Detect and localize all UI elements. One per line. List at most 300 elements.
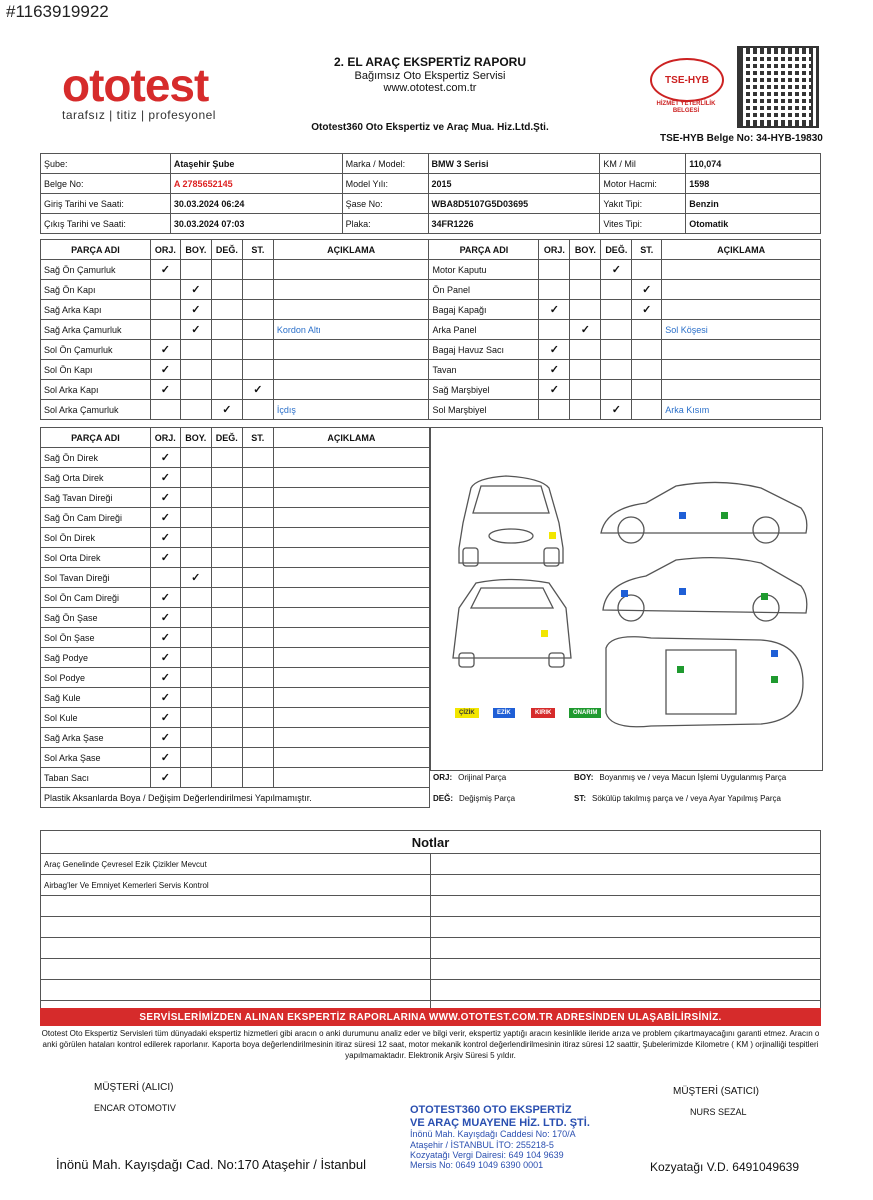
damage-marker-scratch — [549, 532, 556, 539]
check-cell: ✓ — [632, 280, 662, 300]
col-part: PARÇA ADI — [41, 240, 151, 260]
info-value: A 2785652145 — [170, 174, 342, 194]
table-row — [41, 668, 430, 688]
part-desc: İçdış — [273, 400, 429, 420]
check-cell — [180, 588, 211, 608]
check-cell — [180, 340, 211, 360]
note-row — [41, 896, 821, 917]
note-empty — [430, 959, 820, 980]
part-desc — [273, 668, 429, 688]
part-name: Bagaj Kapağı — [429, 300, 539, 320]
chassis-parts-table — [40, 427, 430, 808]
col-st: ST. — [242, 428, 273, 448]
table-row — [41, 320, 821, 340]
part-name: Sağ Arka Çamurluk — [41, 320, 151, 340]
check-cell: ✓ — [601, 260, 632, 280]
check-cell — [539, 280, 570, 300]
check-cell — [211, 300, 242, 320]
check-cell — [242, 648, 273, 668]
part-desc — [273, 588, 429, 608]
table-row — [41, 648, 430, 668]
table-row — [41, 400, 821, 420]
legend-chip: KIRIK — [531, 708, 555, 718]
check-cell — [242, 508, 273, 528]
qr-code-icon — [737, 46, 819, 128]
part-desc — [273, 360, 429, 380]
part-desc — [273, 568, 429, 588]
check-cell: ✓ — [150, 260, 180, 280]
part-name: Sağ Marşbiyel — [429, 380, 539, 400]
table-row — [41, 380, 821, 400]
check-cell — [150, 568, 180, 588]
brand-slogan: tarafsız | titiz | profesyonel — [62, 108, 216, 122]
check-cell — [570, 280, 601, 300]
part-name: Sol Ön Çamurluk — [41, 340, 151, 360]
part-name: Sağ Ön Kapı — [41, 280, 151, 300]
check-cell — [242, 768, 273, 788]
table-row — [41, 488, 430, 508]
part-desc — [273, 628, 429, 648]
part-name: Sol Ön Şase — [41, 628, 151, 648]
col-boy: BOY. — [180, 240, 211, 260]
part-desc — [273, 448, 429, 468]
part-name: Sağ Arka Kapı — [41, 300, 151, 320]
note-text — [41, 917, 431, 938]
check-cell — [211, 380, 242, 400]
info-label: Plaka: — [342, 214, 428, 234]
check-cell: ✓ — [150, 748, 180, 768]
check-cell — [180, 768, 211, 788]
check-cell — [601, 360, 632, 380]
check-cell — [211, 528, 242, 548]
check-cell — [150, 400, 180, 420]
check-cell — [180, 380, 211, 400]
check-cell: ✓ — [150, 448, 180, 468]
check-cell — [242, 688, 273, 708]
part-name: Sağ Ön Şase — [41, 608, 151, 628]
check-cell — [242, 708, 273, 728]
check-cell: ✓ — [150, 380, 180, 400]
info-label: Çıkış Tarihi ve Saati: — [41, 214, 171, 234]
part-desc — [273, 340, 429, 360]
table-row — [41, 340, 821, 360]
note-empty — [430, 938, 820, 959]
legend-chip: EZİK — [493, 708, 515, 718]
part-desc — [662, 300, 821, 320]
part-name: Sol Ön Direk — [41, 528, 151, 548]
check-cell — [211, 488, 242, 508]
check-cell — [242, 468, 273, 488]
part-name: Sağ Kule — [41, 688, 151, 708]
part-desc — [273, 648, 429, 668]
note-text — [41, 980, 431, 1001]
part-desc — [273, 708, 429, 728]
part-name: Sol Kule — [41, 708, 151, 728]
check-cell — [242, 260, 273, 280]
check-cell: ✓ — [150, 648, 180, 668]
table-row — [41, 608, 430, 628]
part-name: Arka Panel — [429, 320, 539, 340]
tse-cert-number: TSE-HYB Belge No: 34-HYB-19830 — [660, 133, 823, 144]
part-desc: Arka Kısım — [662, 400, 821, 420]
check-cell — [180, 528, 211, 548]
col-deg: DEĞ. — [211, 428, 242, 448]
check-cell: ✓ — [150, 488, 180, 508]
table-row — [41, 628, 430, 648]
check-cell — [539, 260, 570, 280]
car-rear-view — [453, 580, 571, 668]
check-cell: ✓ — [539, 380, 570, 400]
check-cell — [539, 320, 570, 340]
check-cell: ✓ — [150, 708, 180, 728]
table-row — [41, 280, 821, 300]
check-cell — [211, 548, 242, 568]
check-cell — [632, 360, 662, 380]
note-text — [41, 896, 431, 917]
check-cell — [211, 748, 242, 768]
info-label: Vites Tipi: — [600, 214, 686, 234]
check-cell — [539, 400, 570, 420]
check-cell: ✓ — [570, 320, 601, 340]
info-label: Marka / Model: — [342, 154, 428, 174]
report-title: 2. EL ARAÇ EKSPERTİZ RAPORU — [333, 55, 527, 69]
note-row — [41, 875, 821, 896]
info-value: 1598 — [686, 174, 821, 194]
check-cell — [570, 400, 601, 420]
info-label: Giriş Tarihi ve Saati: — [41, 194, 171, 214]
table-row — [41, 260, 821, 280]
part-desc — [662, 340, 821, 360]
check-cell — [242, 488, 273, 508]
check-cell — [180, 648, 211, 668]
check-cell: ✓ — [539, 340, 570, 360]
info-value: Ataşehir Şube — [170, 154, 342, 174]
check-cell — [570, 260, 601, 280]
part-name: Sol Arka Kapı — [41, 380, 151, 400]
table-row — [41, 748, 430, 768]
check-cell: ✓ — [150, 728, 180, 748]
check-cell — [180, 668, 211, 688]
part-name: Sağ Tavan Direği — [41, 488, 151, 508]
info-value: 110,074 — [686, 154, 821, 174]
part-desc — [273, 528, 429, 548]
check-cell — [180, 400, 211, 420]
check-cell — [150, 300, 180, 320]
legend-st: ST: Sökülüp takılmış parça ve / veya Ayar Yapılmış Parça — [574, 794, 781, 803]
info-label: KM / Mil — [600, 154, 686, 174]
table-row — [41, 548, 430, 568]
part-name: Sol Ön Cam Direği — [41, 588, 151, 608]
col-orj: ORJ. — [150, 240, 180, 260]
car-side-view-left — [603, 558, 807, 621]
note-empty — [430, 980, 820, 1001]
tse-logo — [650, 58, 724, 102]
info-value: WBA8D5107G5D03695 — [428, 194, 600, 214]
check-cell — [242, 748, 273, 768]
info-value: 30.03.2024 07:03 — [170, 214, 342, 234]
check-cell: ✓ — [539, 300, 570, 320]
check-cell — [570, 360, 601, 380]
part-name: Taban Sacı — [41, 768, 151, 788]
check-cell — [211, 648, 242, 668]
check-cell — [150, 320, 180, 340]
check-cell — [601, 320, 632, 340]
note-text — [41, 959, 431, 980]
brand-logo: ototest — [62, 59, 209, 111]
part-name: Sağ Ön Çamurluk — [41, 260, 151, 280]
part-name: Tavan — [429, 360, 539, 380]
check-cell: ✓ — [632, 300, 662, 320]
car-side-view-right — [601, 482, 807, 543]
check-cell — [180, 608, 211, 628]
check-cell — [242, 668, 273, 688]
check-cell — [180, 508, 211, 528]
part-name: Sağ Podye — [41, 648, 151, 668]
part-desc — [662, 380, 821, 400]
check-cell — [180, 688, 211, 708]
document-number: #1163919922 — [6, 2, 109, 21]
part-desc — [273, 688, 429, 708]
check-cell — [570, 300, 601, 320]
check-cell: ✓ — [242, 380, 273, 400]
part-name: Sağ Ön Direk — [41, 448, 151, 468]
buyer-name: ENCAR OTOMOTIV — [94, 1103, 176, 1113]
part-name: Ön Panel — [429, 280, 539, 300]
check-cell: ✓ — [150, 528, 180, 548]
check-cell: ✓ — [150, 360, 180, 380]
check-cell: ✓ — [150, 588, 180, 608]
part-name: Motor Kaputu — [429, 260, 539, 280]
note-text — [41, 938, 431, 959]
part-desc — [273, 508, 429, 528]
check-cell: ✓ — [150, 688, 180, 708]
col-deg: DEĞ. — [601, 240, 632, 260]
check-cell — [180, 360, 211, 380]
stamp-line: Mersis No: 0649 1049 6390 0001 — [410, 1160, 544, 1171]
report-subtitle: Bağımsız Oto Ekspertiz Servisi — [354, 70, 506, 82]
check-cell — [180, 628, 211, 648]
table-row — [41, 448, 430, 468]
check-cell: ✓ — [150, 608, 180, 628]
check-cell — [211, 468, 242, 488]
check-cell — [242, 568, 273, 588]
info-value: 34FR1226 — [428, 214, 600, 234]
part-name: Sol Orta Direk — [41, 548, 151, 568]
table-row — [41, 588, 430, 608]
check-cell — [242, 628, 273, 648]
company-name: Ototest360 Oto Ekspertiz ve Araç Mua. Hiz.Ltd.Şti. — [311, 122, 549, 133]
check-cell — [242, 608, 273, 628]
check-cell: ✓ — [539, 360, 570, 380]
info-label: Şube: — [41, 154, 171, 174]
check-cell: ✓ — [150, 508, 180, 528]
part-desc — [662, 280, 821, 300]
check-cell: ✓ — [150, 768, 180, 788]
part-desc — [273, 748, 429, 768]
legend-boy: BOY: Boyanmış ve / veya Macun İşlemi Uygulanmış Parça — [574, 773, 787, 782]
check-cell — [150, 280, 180, 300]
company-stamp — [410, 1104, 610, 1171]
part-desc — [273, 468, 429, 488]
check-cell: ✓ — [150, 468, 180, 488]
part-name: Sağ Orta Direk — [41, 468, 151, 488]
tse-logo-text: TSE-HYB — [665, 74, 709, 86]
info-value: 30.03.2024 06:24 — [170, 194, 342, 214]
check-cell — [180, 748, 211, 768]
check-cell — [211, 360, 242, 380]
table-row — [41, 508, 430, 528]
part-desc — [273, 260, 429, 280]
seller-label: MÜŞTERİ (SATICI) — [673, 1086, 759, 1097]
info-row — [41, 214, 821, 234]
col-orj: ORJ. — [150, 428, 180, 448]
disclaimer-text: Ototest Oto Ekspertiz Servisleri tüm dünyadaki ekspertiz hizmetleri gibi aracın o anki durumunu analiz eder ve bilgi verir, ekspertiz yaptığı aracın kesinlikle ileride arıza ve problem çıkartmayacağını garanti etmez. Aracın o anki görülen hataları kontrol edilerek raporlanır. Kaporta boya değerlendirilmesinin itiraz süresi 12 saat, motor mekanik kontrol değerlendirilmesinin itiraz süresi 12 saattir, Şubelerimizde Kilometre ( KM ) orjinalliği tespitleri yapılmamaktadır. Elektronik Arşiv Süresi 5 yıldır. — [41, 1029, 820, 1060]
part-name: Bagaj Havuz Sacı — [429, 340, 539, 360]
table-row — [41, 688, 430, 708]
note-empty — [430, 854, 820, 875]
check-cell — [632, 400, 662, 420]
check-cell: ✓ — [180, 300, 211, 320]
table-row — [41, 528, 430, 548]
check-cell — [242, 300, 273, 320]
note-row — [41, 980, 821, 1001]
info-label: Belge No: — [41, 174, 171, 194]
check-cell — [211, 728, 242, 748]
body-parts-table — [40, 239, 821, 420]
check-cell — [570, 340, 601, 360]
stamp-line: Kozyatağı Vergi Dairesi: 649 104 9639 — [410, 1149, 564, 1160]
check-cell: ✓ — [150, 340, 180, 360]
buyer-label: MÜŞTERİ (ALICI) — [94, 1082, 174, 1093]
stamp-line: Ataşehir / İSTANBUL İTO: 255218-5 — [410, 1139, 554, 1150]
check-cell — [180, 488, 211, 508]
note-text: Araç Genelinde Çevresel Ezik Çizikler Mevcut — [41, 854, 431, 875]
notes-title: Notlar — [41, 831, 821, 854]
check-cell — [242, 548, 273, 568]
col-desc: AÇIKLAMA — [273, 240, 429, 260]
check-cell — [211, 260, 242, 280]
part-name: Sağ Ön Cam Direği — [41, 508, 151, 528]
table-row — [41, 468, 430, 488]
table-row — [41, 300, 821, 320]
check-cell — [211, 568, 242, 588]
plastic-note-row — [41, 788, 430, 808]
check-cell — [211, 280, 242, 300]
check-cell — [180, 708, 211, 728]
stamp-line: İnönü Mah. Kayışdağı Caddesi No: 170/A — [410, 1129, 576, 1140]
header-row — [41, 240, 821, 260]
check-cell — [242, 728, 273, 748]
part-name: Sol Tavan Direği — [41, 568, 151, 588]
col-desc: AÇIKLAMA — [273, 428, 429, 448]
check-cell — [180, 548, 211, 568]
info-row — [41, 154, 821, 174]
table-row — [41, 568, 430, 588]
part-desc: Kordon Altı — [273, 320, 429, 340]
info-value: 2015 — [428, 174, 600, 194]
check-cell — [211, 608, 242, 628]
check-cell — [242, 280, 273, 300]
table-row — [41, 728, 430, 748]
check-cell: ✓ — [211, 400, 242, 420]
legend-chip: ÇİZİK — [455, 708, 479, 718]
info-row — [41, 174, 821, 194]
check-cell — [632, 320, 662, 340]
part-desc — [273, 380, 429, 400]
part-desc — [662, 360, 821, 380]
seller-name: NURS SEZAL — [690, 1107, 747, 1117]
part-name: Sol Marşbiyel — [429, 400, 539, 420]
website-banner: SERVİSLERİMİZDEN ALINAN EKSPERTİZ RAPORLARINA WWW.OTOTEST.COM.TR ADRESİNDEN ULAŞABİLİRSİNİZ. — [40, 1008, 821, 1026]
check-cell: ✓ — [150, 668, 180, 688]
check-cell — [211, 340, 242, 360]
col-st: ST. — [632, 240, 662, 260]
info-row — [41, 194, 821, 214]
check-cell — [211, 768, 242, 788]
check-cell: ✓ — [180, 568, 211, 588]
note-row — [41, 959, 821, 980]
info-value: BMW 3 Serisi — [428, 154, 600, 174]
check-cell: ✓ — [180, 280, 211, 300]
table-row — [41, 768, 430, 788]
check-cell — [180, 728, 211, 748]
part-desc — [273, 488, 429, 508]
note-row — [41, 917, 821, 938]
check-cell: ✓ — [150, 628, 180, 648]
part-desc — [273, 728, 429, 748]
info-value: Benzin — [686, 194, 821, 214]
notes-table — [40, 830, 821, 1022]
table-row — [41, 360, 821, 380]
check-cell — [242, 400, 273, 420]
check-cell — [211, 688, 242, 708]
car-diagram-svg — [431, 428, 822, 770]
check-cell — [242, 320, 273, 340]
car-damage-diagram — [430, 427, 823, 771]
check-cell — [242, 448, 273, 468]
part-desc — [273, 280, 429, 300]
check-cell — [601, 280, 632, 300]
check-cell — [242, 340, 273, 360]
check-cell — [601, 300, 632, 320]
legend-orj: ORJ: Orijinal Parça — [433, 773, 507, 782]
stamp-line: VE ARAÇ MUAYENE HİZ. LTD. ŞTİ. — [410, 1116, 590, 1129]
table-row — [41, 708, 430, 728]
info-value: Otomatik — [686, 214, 821, 234]
check-cell — [211, 448, 242, 468]
col-orj: ORJ. — [539, 240, 570, 260]
check-cell — [211, 588, 242, 608]
part-desc — [273, 768, 429, 788]
check-cell — [242, 360, 273, 380]
check-cell — [242, 528, 273, 548]
check-cell — [180, 448, 211, 468]
col-part: PARÇA ADI — [41, 428, 151, 448]
info-label: Şase No: — [342, 194, 428, 214]
header-row — [41, 428, 430, 448]
note-empty — [430, 917, 820, 938]
info-label: Motor Hacmi: — [600, 174, 686, 194]
part-name: Sol Ön Kapı — [41, 360, 151, 380]
part-desc — [273, 548, 429, 568]
check-cell — [211, 668, 242, 688]
check-cell — [632, 380, 662, 400]
info-label: Yakıt Tipi: — [600, 194, 686, 214]
col-boy: BOY. — [570, 240, 601, 260]
note-empty — [430, 875, 820, 896]
footer-address: İnönü Mah. Kayışdağı Cad. No:170 Ataşehir / İstanbul — [56, 1157, 367, 1172]
vehicle-info-table — [40, 153, 821, 234]
